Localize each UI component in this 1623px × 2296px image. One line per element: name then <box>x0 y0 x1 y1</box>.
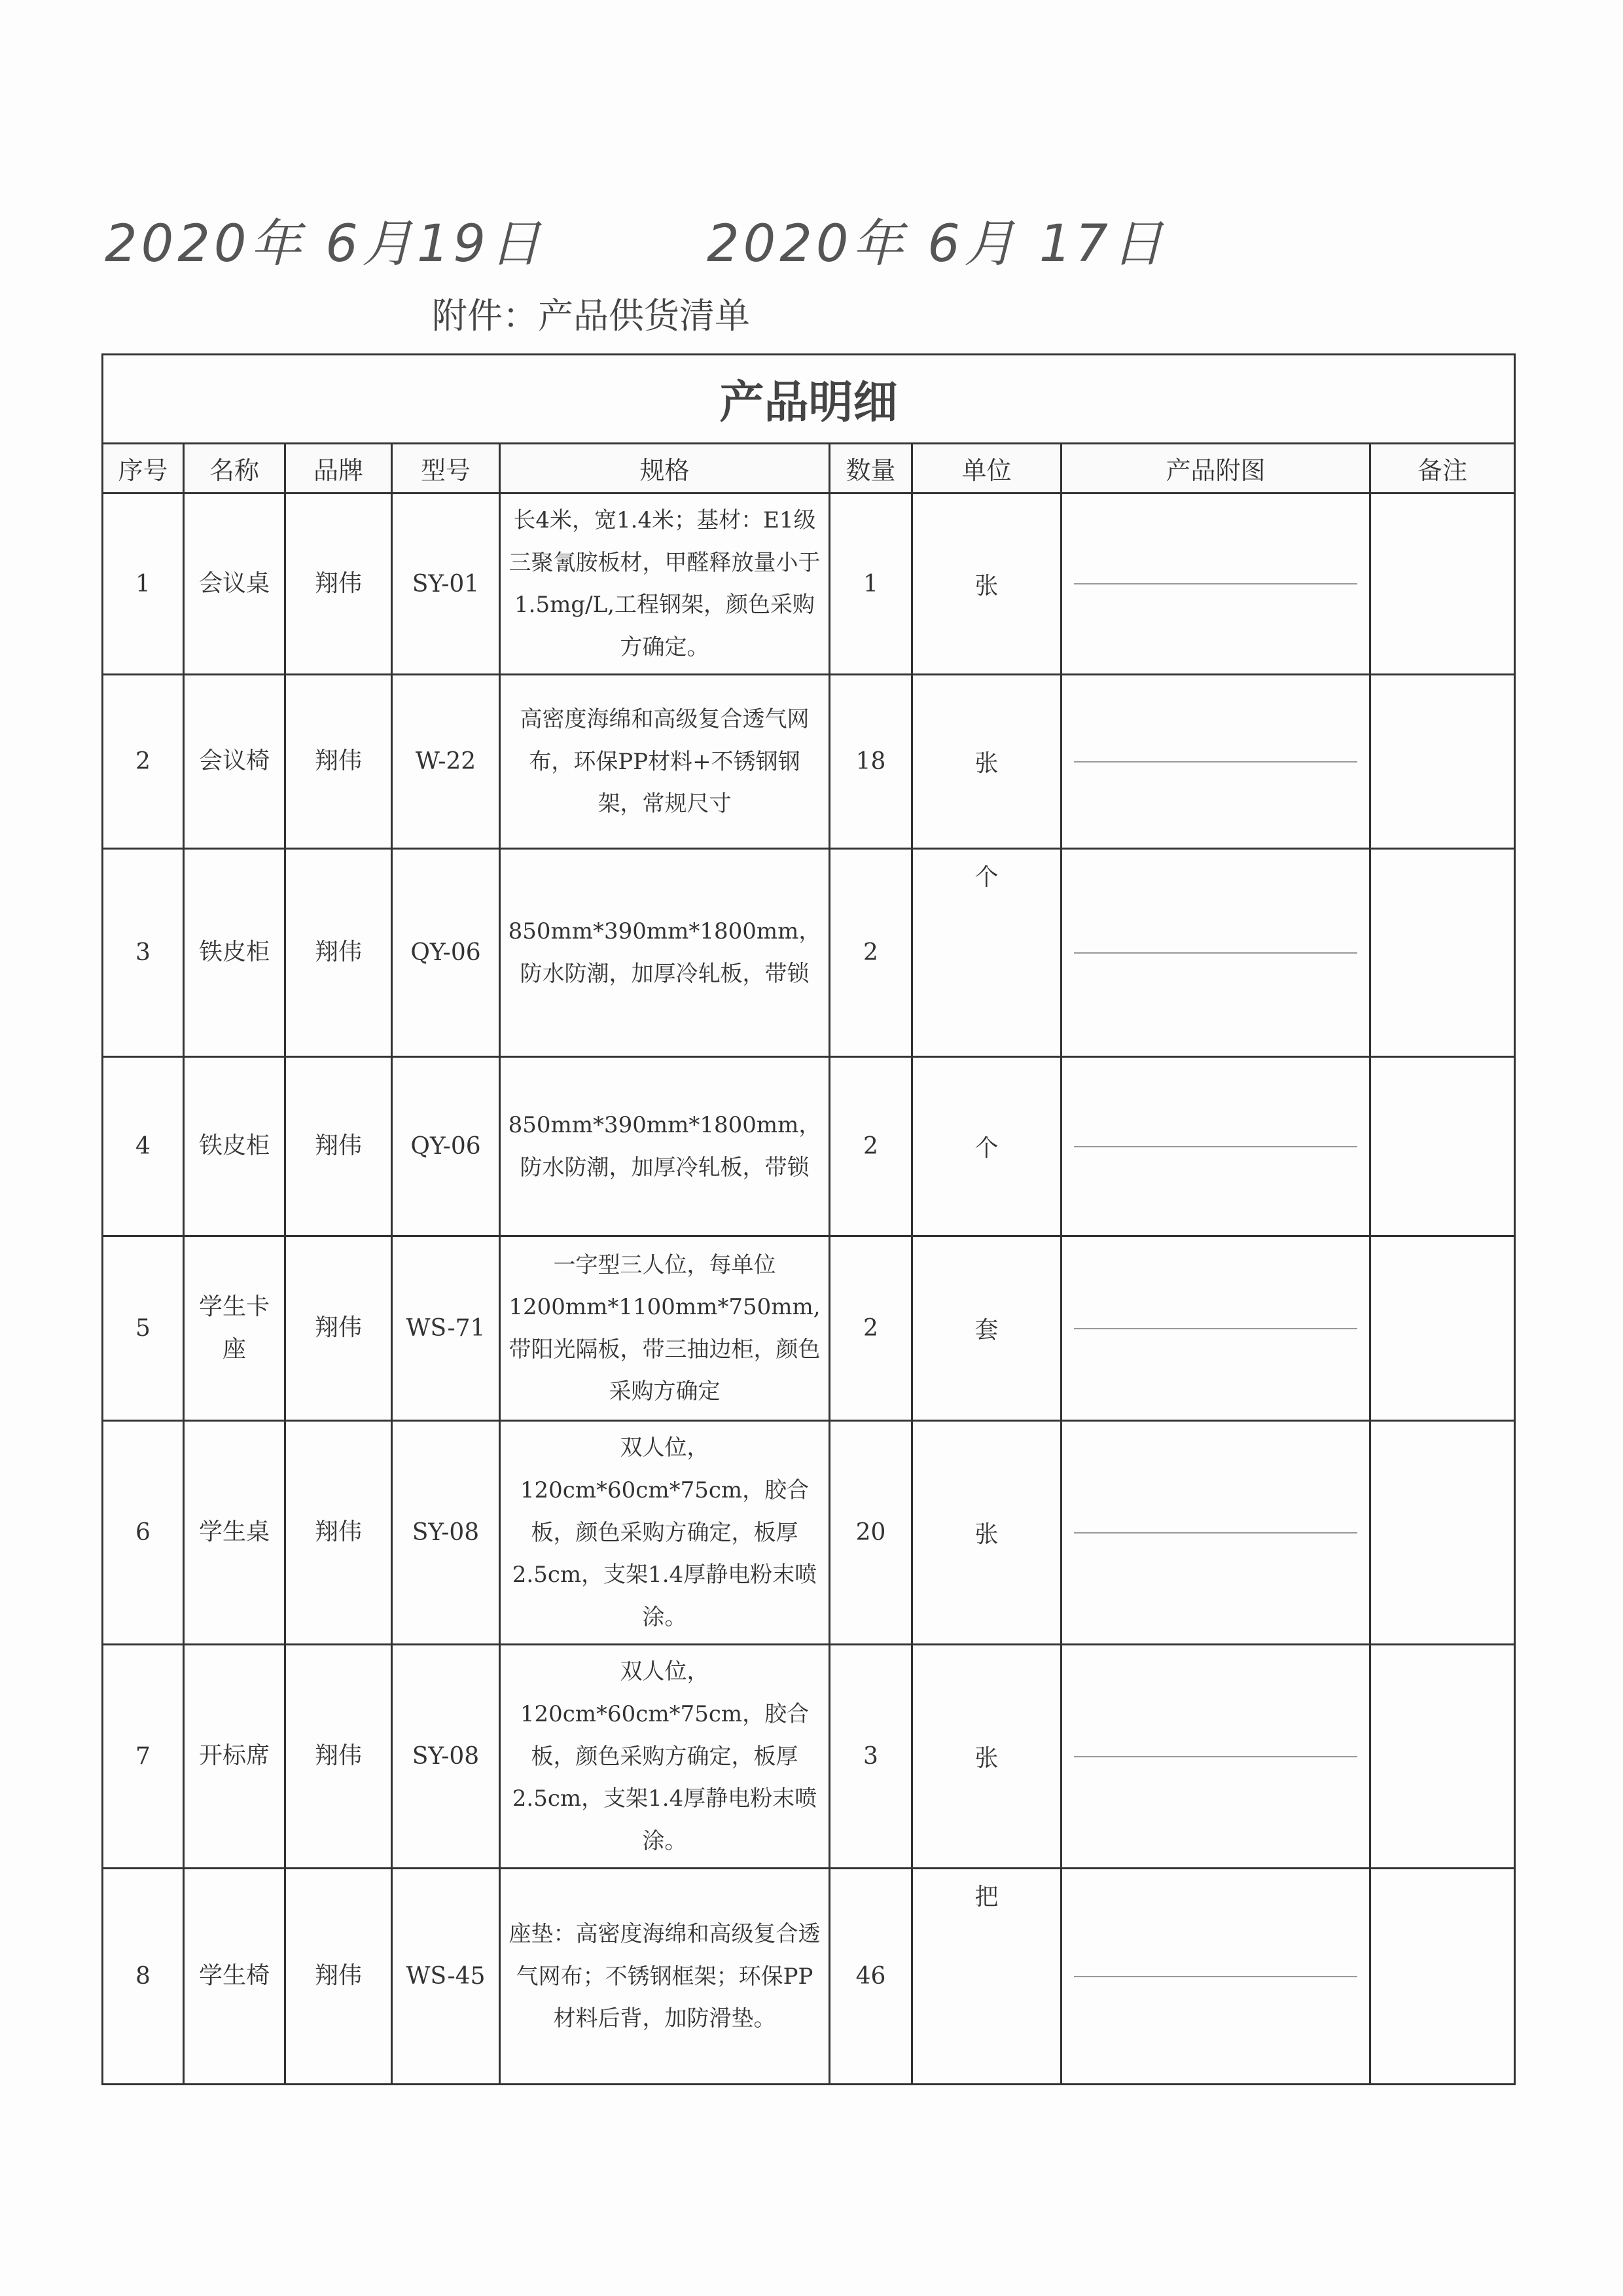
steel-cabinet-photo <box>1074 1146 1357 1147</box>
product-image-cell <box>1061 849 1370 1057</box>
note <box>1370 1236 1515 1421</box>
note <box>1370 493 1515 675</box>
row-number: 1 <box>103 493 184 675</box>
unit: 张 <box>912 1421 1061 1645</box>
product-name: 会议椅 <box>184 675 285 849</box>
col-header: 规格 <box>500 444 830 493</box>
spec: 座垫：高密度海绵和高级复合透气网布；不锈钢框架；环保PP材料后背，加防滑垫。 <box>500 1869 830 2085</box>
quantity: 20 <box>830 1421 912 1645</box>
brand: 翔伟 <box>285 1057 392 1236</box>
product-name: 学生椅 <box>184 1869 285 2085</box>
product-image-cell <box>1061 1421 1370 1645</box>
note <box>1370 675 1515 849</box>
table-row <box>103 1057 1515 1236</box>
brand: 翔伟 <box>285 493 392 675</box>
col-header: 备注 <box>1370 444 1515 493</box>
unit: 张 <box>912 675 1061 849</box>
spec: 一字型三人位，每单位1200mm*1100mm*750mm,带阳光隔板，带三抽边柜，颜色采购方确定 <box>500 1236 830 1421</box>
handwritten-date-right: 2020年 6月 17日 <box>707 215 1167 274</box>
brand: 翔伟 <box>285 1236 392 1421</box>
table-row <box>103 1421 1515 1645</box>
col-header: 单位 <box>912 444 1061 493</box>
col-header: 型号 <box>392 444 500 493</box>
attachment-title: 附件：产品供货清单 <box>432 295 750 336</box>
steel-cabinet-photo <box>1074 952 1357 954</box>
table-row <box>103 1236 1515 1421</box>
quantity: 18 <box>830 675 912 849</box>
product-image-cell <box>1061 1057 1370 1236</box>
row-number: 6 <box>103 1421 184 1645</box>
note <box>1370 849 1515 1057</box>
quantity: 3 <box>830 1645 912 1869</box>
row-number: 2 <box>103 675 184 849</box>
brand: 翔伟 <box>285 1645 392 1869</box>
unit: 张 <box>912 493 1061 675</box>
table-row <box>103 849 1515 1057</box>
table-header-row <box>103 444 1515 493</box>
model: SY-01 <box>392 493 500 675</box>
col-header: 名称 <box>184 444 285 493</box>
spec: 高密度海绵和高级复合透气网布，环保PP材料+不锈钢钢架，常规尺寸 <box>500 675 830 849</box>
note <box>1370 1645 1515 1869</box>
product-image-cell <box>1061 1869 1370 2085</box>
table-row <box>103 1645 1515 1869</box>
student-chair-photo <box>1074 1976 1357 1977</box>
note <box>1370 1869 1515 2085</box>
unit: 把 <box>912 1869 1061 2085</box>
col-header: 品牌 <box>285 444 392 493</box>
unit: 个 <box>912 1057 1061 1236</box>
spec: 双人位，120cm*60cm*75cm，胶合板，颜色采购方确定，板厚2.5cm，支架1.4厚静电粉末喷涂。 <box>500 1421 830 1645</box>
product-name: 学生卡座 <box>184 1236 285 1421</box>
bid-opening-desk-photo <box>1074 1756 1357 1757</box>
model: QY-06 <box>392 1057 500 1236</box>
table-row <box>103 493 1515 675</box>
product-name: 铁皮柜 <box>184 1057 285 1236</box>
brand: 翔伟 <box>285 1421 392 1645</box>
quantity: 46 <box>830 1869 912 2085</box>
product-image-cell <box>1061 1645 1370 1869</box>
model: SY-08 <box>392 1421 500 1645</box>
row-number: 8 <box>103 1869 184 2085</box>
product-table <box>101 353 1516 2085</box>
model: SY-08 <box>392 1645 500 1869</box>
col-header: 序号 <box>103 444 184 493</box>
unit: 个 <box>912 849 1061 1057</box>
row-number: 4 <box>103 1057 184 1236</box>
row-number: 3 <box>103 849 184 1057</box>
brand: 翔伟 <box>285 1869 392 2085</box>
product-name: 铁皮柜 <box>184 849 285 1057</box>
brand: 翔伟 <box>285 849 392 1057</box>
table-row <box>103 1869 1515 2085</box>
product-image-cell <box>1061 1236 1370 1421</box>
row-number: 7 <box>103 1645 184 1869</box>
product-name: 学生桌 <box>184 1421 285 1645</box>
col-header: 产品附图 <box>1061 444 1370 493</box>
spec: 长4米，宽1.4米；基材：E1级三聚氰胺板材，甲醛释放量小于1.5mg/L,工程钢架，颜色采购方确定。 <box>500 493 830 675</box>
spec: 850mm*390mm*1800mm，防水防潮，加厚冷轧板，带锁 <box>500 1057 830 1236</box>
student-booth-photo <box>1074 1328 1357 1329</box>
unit: 张 <box>912 1645 1061 1869</box>
brand: 翔伟 <box>285 675 392 849</box>
table-title: 产品明细 <box>103 355 1515 444</box>
student-desk-photo <box>1074 1532 1357 1534</box>
product-image-cell <box>1061 493 1370 675</box>
spec: 双人位，120cm*60cm*75cm，胶合板，颜色采购方确定，板厚2.5cm，支架1.4厚静电粉末喷涂。 <box>500 1645 830 1869</box>
product-name: 会议桌 <box>184 493 285 675</box>
table-row <box>103 675 1515 849</box>
row-number: 5 <box>103 1236 184 1421</box>
quantity: 2 <box>830 1236 912 1421</box>
model: WS-71 <box>392 1236 500 1421</box>
product-image-cell <box>1061 675 1370 849</box>
note <box>1370 1057 1515 1236</box>
product-name: 开标席 <box>184 1645 285 1869</box>
quantity: 1 <box>830 493 912 675</box>
model: QY-06 <box>392 849 500 1057</box>
spec: 850mm*390mm*1800mm，防水防潮，加厚冷轧板，带锁 <box>500 849 830 1057</box>
conference-chair-photo <box>1074 761 1357 762</box>
note <box>1370 1421 1515 1645</box>
unit: 套 <box>912 1236 1061 1421</box>
col-header: 数量 <box>830 444 912 493</box>
quantity: 2 <box>830 849 912 1057</box>
model: WS-45 <box>392 1869 500 2085</box>
model: W-22 <box>392 675 500 849</box>
handwritten-date-left: 2020年 6月19日 <box>105 215 545 274</box>
quantity: 2 <box>830 1057 912 1236</box>
conference-table-photo <box>1074 583 1357 584</box>
